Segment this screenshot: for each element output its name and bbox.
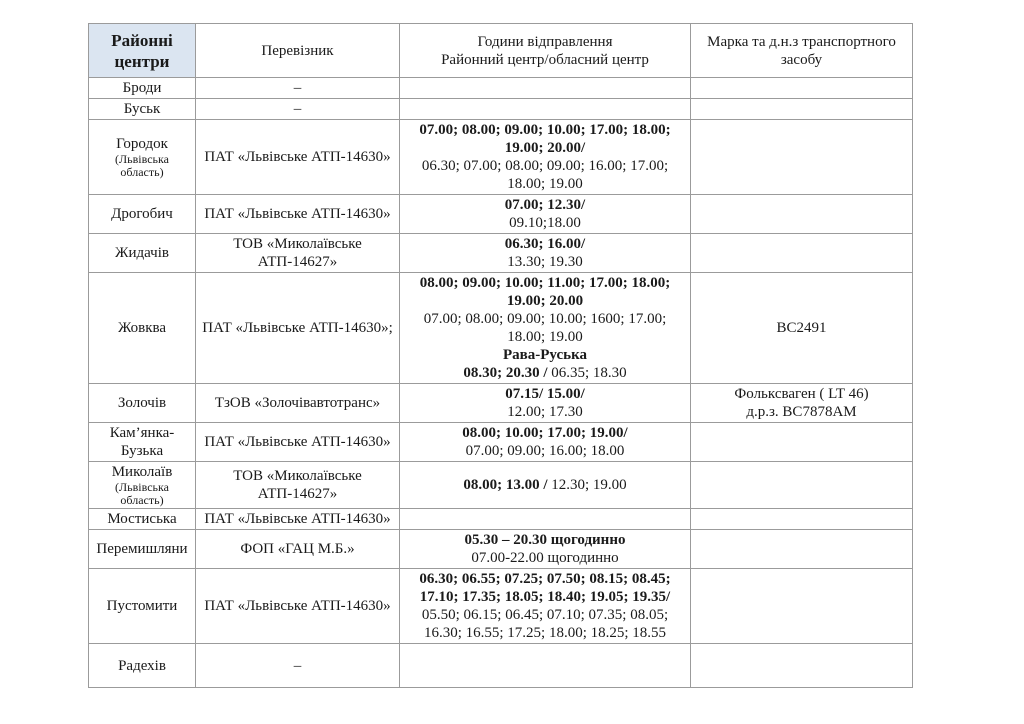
header-departure-line1: Години відправлення: [477, 33, 613, 50]
times-cell: [400, 462, 691, 509]
times-line: [404, 570, 686, 606]
table-body: [89, 78, 913, 688]
district-name: Жидачів: [115, 245, 169, 261]
times-line: [404, 531, 686, 549]
district-name: Золочів: [117, 395, 167, 411]
district-name: Миколаїв: [111, 464, 173, 480]
district-name: Мостиська: [107, 511, 177, 527]
times-line: [404, 364, 686, 382]
times-cell: [400, 530, 691, 569]
times-line: [404, 346, 686, 364]
times-regular-segment: 09.10;18.00: [509, 215, 581, 231]
carrier-cell: ТОВ «Миколаївське АТП-14627»: [196, 234, 400, 273]
header-district-centers: Районні центри: [89, 24, 196, 78]
table-row: [89, 462, 913, 509]
district-name: Перемишляни: [96, 541, 188, 557]
vehicle-cell: [691, 195, 913, 234]
district-cell: [89, 644, 196, 688]
times-line: [404, 385, 686, 403]
district-cell: [89, 462, 196, 509]
district-cell: [89, 384, 196, 423]
header-vehicle: Марка та д.н.з транспортного засобу: [691, 24, 913, 78]
times-line: [404, 549, 686, 567]
times-cell: [400, 234, 691, 273]
district-name: Радехів: [118, 657, 166, 674]
times-line: [404, 121, 686, 157]
times-cell: [400, 78, 691, 99]
times-line: [404, 442, 686, 460]
carrier-cell: ПАТ «Львівське АТП-14630»: [196, 509, 400, 530]
carrier-cell: ПАТ «Львівське АТП-14630»: [196, 195, 400, 234]
vehicle-cell: [691, 384, 913, 423]
carrier-cell: –: [196, 99, 400, 120]
times-cell: [400, 644, 691, 688]
times-bold-segment: 08.00; 09.00; 10.00; 11.00; 17.00; 18.00; 19.00; 20.00: [419, 275, 671, 309]
times-line: [404, 606, 686, 642]
times-line: [404, 253, 686, 271]
header-departure-times: [400, 24, 691, 78]
vehicle-cell: [691, 509, 913, 530]
table-row: [89, 644, 913, 688]
times-cell: [400, 120, 691, 195]
times-regular-segment: 06.35; 18.30: [551, 365, 627, 381]
times-cell: [400, 384, 691, 423]
document-page: [88, 23, 913, 688]
district-name: Броди: [122, 80, 162, 96]
header-row: [89, 24, 913, 78]
vehicle-line: ВС2491: [776, 320, 827, 336]
times-line: [404, 424, 686, 442]
district-cell: [89, 99, 196, 120]
times-bold-segment: 06.30; 06.55; 07.25; 07.50; 08.15; 08.45; 17.10; 17.35; 18.05; 18.40; 19.05; 19.35/: [419, 571, 671, 605]
vehicle-cell: [691, 530, 913, 569]
times-line: [404, 196, 686, 214]
district-name: Буськ: [123, 101, 161, 117]
times-cell: [400, 273, 691, 384]
table-row: [89, 384, 913, 423]
table-row: [89, 195, 913, 234]
times-line: [404, 310, 686, 346]
vehicle-cell: [691, 423, 913, 462]
vehicle-cell: [691, 99, 913, 120]
vehicle-cell: [691, 569, 913, 644]
times-line: [404, 476, 686, 494]
times-regular-segment: 06.30; 07.00; 08.00; 09.00; 16.00; 17.00; 18.00; 19.00: [421, 158, 669, 192]
carrier-cell: –: [196, 644, 400, 688]
times-cell: [400, 423, 691, 462]
table-row: [89, 78, 913, 99]
district-cell: [89, 195, 196, 234]
times-regular-segment: 07.00; 09.00; 16.00; 18.00: [465, 443, 625, 459]
times-line: [404, 214, 686, 232]
carrier-cell: ТзОВ «Золочівавтотранс»: [196, 384, 400, 423]
times-cell: [400, 569, 691, 644]
vehicle-line: д.р.з. ВС7878АМ: [746, 404, 857, 420]
vehicle-cell: [691, 78, 913, 99]
vehicle-cell: [691, 120, 913, 195]
times-bold-segment: 08.30; 20.30 /: [463, 365, 552, 381]
district-name: Городок: [116, 136, 168, 152]
district-cell: [89, 273, 196, 384]
header-departure-line2: Районний центр/обласний центр: [441, 51, 649, 68]
carrier-cell: ФОП «ГАЦ М.Б.»: [196, 530, 400, 569]
table-row: [89, 530, 913, 569]
times-line: [404, 235, 686, 253]
district-name: Кам’янка-Бузька: [109, 425, 175, 459]
district-name: Дрогобич: [111, 206, 173, 222]
header-carrier: Перевізник: [196, 24, 400, 78]
times-regular-segment: 05.50; 06.15; 06.45; 07.10; 07.35; 08.05; 16.30; 16.55; 17.25; 18.00; 18.25; 18.55: [421, 607, 669, 641]
district-name: Пустомити: [106, 598, 178, 614]
times-bold-segment: 08.00; 10.00; 17.00; 19.00/: [462, 425, 628, 441]
times-bold-segment: 07.00; 12.30/: [504, 197, 586, 213]
vehicle-cell: [691, 234, 913, 273]
times-cell: [400, 99, 691, 120]
table-row: [89, 234, 913, 273]
times-bold-segment: 06.30; 16.00/: [504, 236, 586, 252]
times-regular-segment: 12.00; 17.30: [507, 404, 583, 420]
table-row: [89, 509, 913, 530]
carrier-cell: ПАТ «Львівське АТП-14630»;: [196, 273, 400, 384]
times-regular-segment: 13.30; 19.30: [507, 254, 583, 270]
carrier-cell: –: [196, 78, 400, 99]
district-region-label: (Львівська область): [115, 152, 169, 179]
times-bold-segment: 05.30 – 20.30 щогодинно: [464, 532, 626, 548]
vehicle-cell: [691, 462, 913, 509]
times-line: [404, 157, 686, 193]
vehicle-cell: [691, 273, 913, 384]
bus-schedule-table: [88, 23, 913, 688]
table-row: [89, 569, 913, 644]
district-cell: [89, 78, 196, 99]
vehicle-line: Фольксваген ( LT 46): [734, 386, 869, 402]
table-row: [89, 120, 913, 195]
district-cell: [89, 120, 196, 195]
times-regular-segment: 07.00; 08.00; 09.00; 10.00; 1600; 17.00; 18.00; 19.00: [423, 311, 667, 345]
district-region-label: (Львівська область): [115, 480, 169, 507]
district-cell: [89, 530, 196, 569]
table-row: [89, 273, 913, 384]
times-line: [404, 403, 686, 421]
table-row: [89, 423, 913, 462]
times-bold-segment: 07.00; 08.00; 09.00; 10.00; 17.00; 18.00; 19.00; 20.00/: [419, 122, 671, 156]
times-bold-segment: Рава-Руська: [503, 347, 587, 363]
times-line: [404, 274, 686, 310]
carrier-cell: ТОВ «Миколаївське АТП-14627»: [196, 462, 400, 509]
times-cell: [400, 195, 691, 234]
district-cell: [89, 234, 196, 273]
times-regular-segment: 07.00-22.00 щогодинно: [471, 550, 619, 566]
times-bold-segment: 08.00; 13.00 /: [463, 477, 552, 493]
district-cell: [89, 509, 196, 530]
carrier-cell: ПАТ «Львівське АТП-14630»: [196, 120, 400, 195]
times-regular-segment: 12.30; 19.00: [551, 477, 627, 493]
district-name: Жовква: [117, 320, 167, 336]
carrier-cell: ПАТ «Львівське АТП-14630»: [196, 569, 400, 644]
vehicle-cell: [691, 644, 913, 688]
times-bold-segment: 07.15/ 15.00/: [505, 386, 585, 402]
times-cell: [400, 509, 691, 530]
table-row: [89, 99, 913, 120]
carrier-cell: ПАТ «Львівське АТП-14630»: [196, 423, 400, 462]
district-cell: [89, 423, 196, 462]
district-cell: [89, 569, 196, 644]
